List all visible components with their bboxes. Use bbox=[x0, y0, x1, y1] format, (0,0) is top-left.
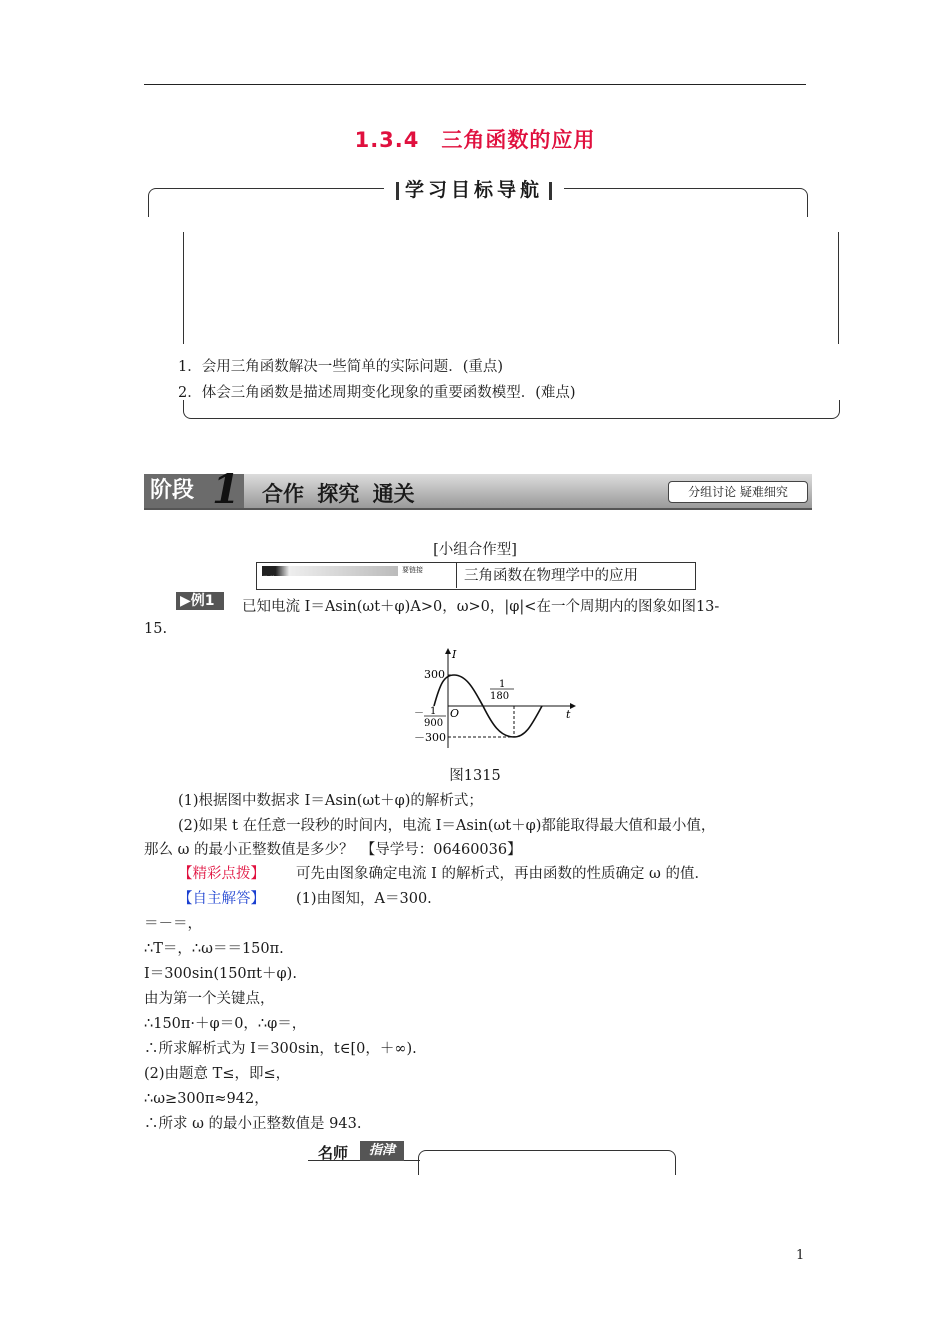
solution-line-10: ∴所求 ω 的最小正整数值是 943. bbox=[144, 1116, 362, 1132]
teacher-tag: 指津 bbox=[360, 1141, 404, 1161]
solution-line-8: (2)由题意 T≤，即≤， bbox=[144, 1066, 291, 1082]
solution-line-9: ∴ω≥300π≈942， bbox=[144, 1091, 269, 1107]
stage-title: 合作 探究 通关 bbox=[262, 482, 415, 506]
y-axis-label: I bbox=[452, 648, 457, 661]
y-max-label: 300 bbox=[424, 668, 445, 681]
solution-line-2: ＝－＝， bbox=[144, 916, 202, 932]
goal-border-bottom bbox=[183, 400, 840, 419]
question-2a: (2)如果 t 在任意一段秒的时间内，电流 I＝Asin(ωt＋φ)都能取得最大值和最小值， bbox=[178, 818, 716, 834]
left-tick-sign: － bbox=[414, 708, 424, 719]
sine-figure bbox=[410, 644, 582, 752]
stage-tag: 分组讨论 疑难细究 bbox=[668, 481, 808, 503]
stage-number: 1 bbox=[212, 466, 240, 513]
y-min-label: －300 bbox=[414, 731, 446, 744]
goal-item-1: 1．会用三角函数解决一些简单的实际问题．(重点) bbox=[178, 359, 504, 375]
example-line-2: 15. bbox=[144, 621, 168, 637]
example-badge: ▶例1 bbox=[176, 592, 224, 610]
x-axis-label: t bbox=[566, 708, 571, 721]
goal-item-2: 2．体会三角函数是描述周期变化现象的重要函数模型．(难点) bbox=[178, 385, 576, 401]
type-small-tag: 要链接 bbox=[402, 566, 423, 574]
group-label: [小组合作型] bbox=[433, 542, 517, 558]
example-line-1: 已知电流 I＝Asin(ωt＋φ)A>0，ω>0，|φ|<在一个周期内的图象如图13- bbox=[242, 599, 720, 615]
solution-line-6: ∴150π·＋φ＝0，∴φ＝， bbox=[144, 1016, 307, 1032]
right-tick-num: 1 bbox=[499, 679, 506, 690]
goal-border-right bbox=[838, 232, 839, 344]
type-tag: 类型1 bbox=[262, 566, 398, 576]
left-tick-num: 1 bbox=[430, 706, 437, 717]
origin-label: O bbox=[450, 707, 460, 720]
teacher-label: 名师 bbox=[318, 1144, 349, 1162]
stage-prefix: 阶段 bbox=[144, 474, 244, 508]
left-tick-den: 900 bbox=[424, 718, 444, 729]
solution-line-1: (1)由图知，A＝300. bbox=[296, 891, 432, 907]
type-title: 三角函数在物理学中的应用 bbox=[464, 568, 638, 584]
nav-label: 学习目标导航 bbox=[384, 176, 564, 204]
goal-border-left bbox=[183, 232, 184, 344]
right-tick-den: 180 bbox=[490, 691, 510, 702]
type-divider bbox=[456, 562, 457, 588]
solution-line-7: ∴所求解析式为 I＝300sin，t∈[0，＋∞). bbox=[144, 1041, 417, 1057]
solution-line-4: I＝300sin(150πt＋φ). bbox=[144, 966, 297, 982]
top-rule bbox=[144, 84, 806, 85]
question-2b: 那么 ω 的最小正整数值是多少？ 【导学号：06460036】 bbox=[144, 842, 522, 858]
figure-caption: 图1315 bbox=[449, 768, 501, 784]
teacher-box bbox=[418, 1150, 676, 1175]
page-number: 1 bbox=[796, 1248, 805, 1263]
question-1: (1)根据图中数据求 I＝Asin(ωt＋φ)的解析式； bbox=[178, 793, 483, 809]
x-axis-arrow bbox=[570, 703, 576, 709]
solution-line-3: ∴T＝，∴ω＝＝150π. bbox=[144, 941, 284, 957]
hint-text: 可先由图象确定电流 I 的解析式，再由函数的性质确定 ω 的值． bbox=[296, 866, 709, 882]
solution-label: 【自主解答】 bbox=[178, 891, 265, 907]
page-title: 1.3.4 三角函数的应用 bbox=[354, 128, 596, 152]
hint-label: 【精彩点拨】 bbox=[178, 866, 265, 882]
y-axis-arrow bbox=[445, 648, 451, 654]
solution-line-5: 由为第一个关键点， bbox=[144, 991, 275, 1007]
